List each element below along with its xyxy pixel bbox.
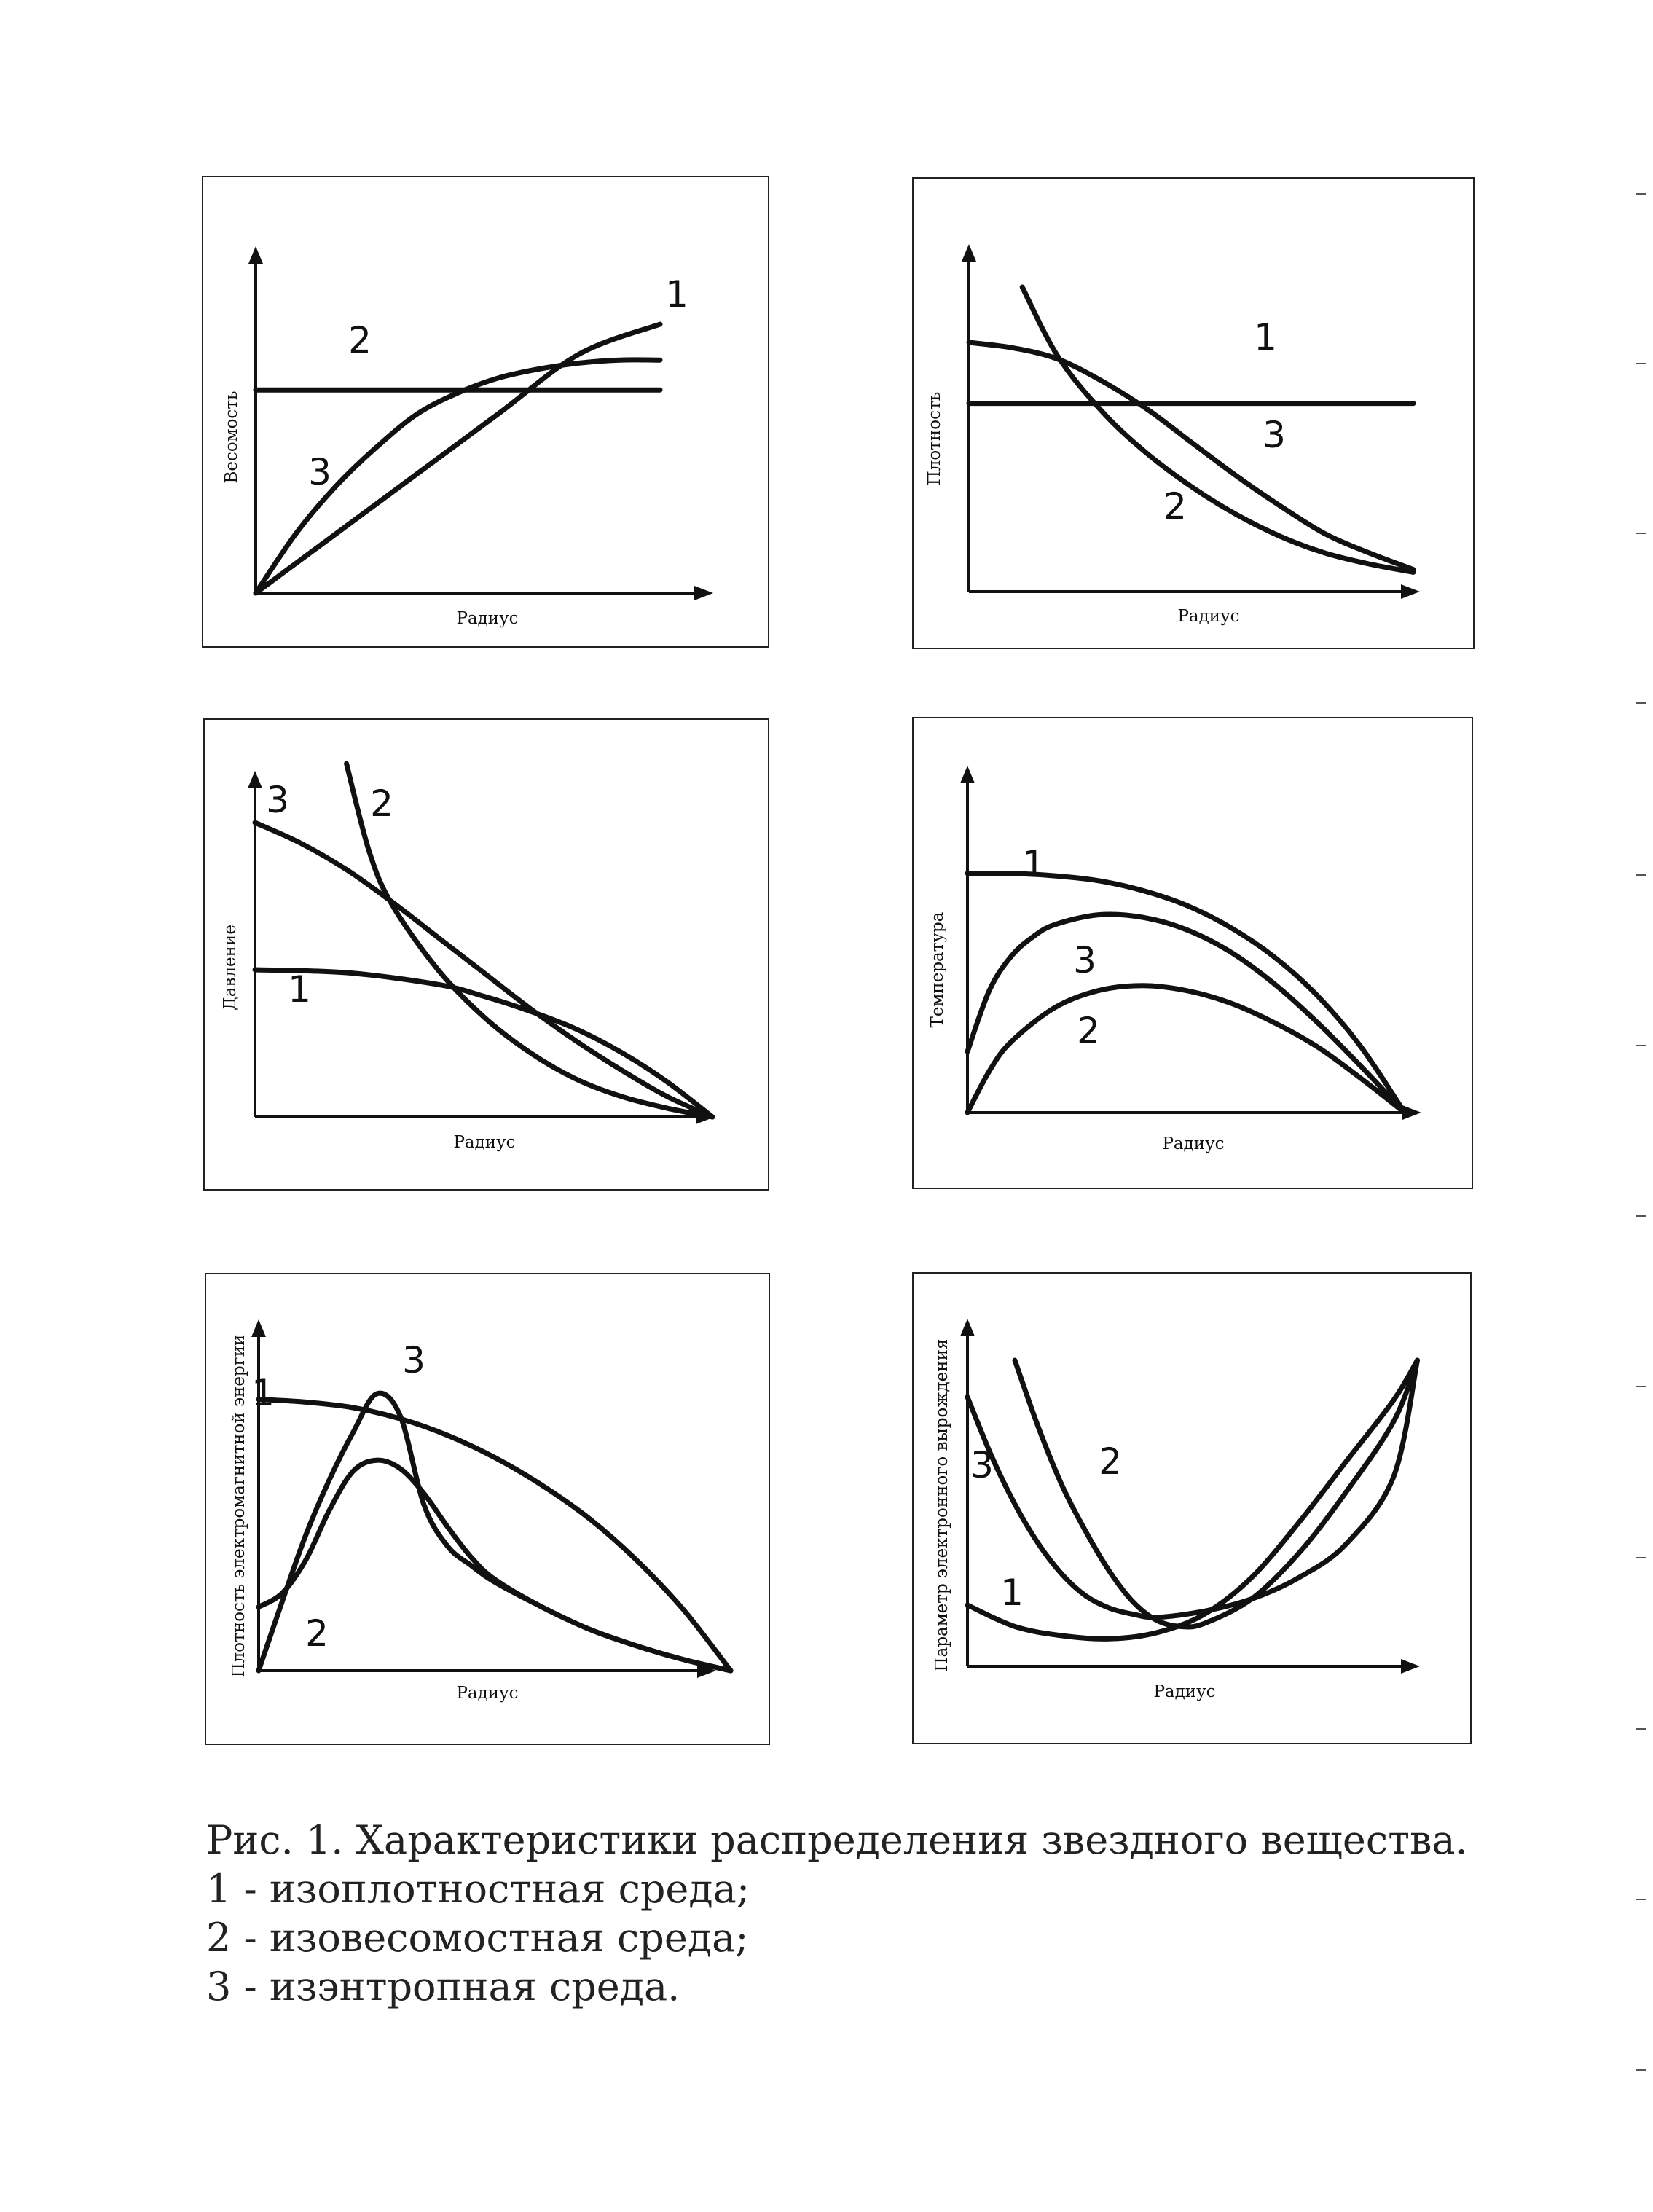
x-axis-label: Радиус bbox=[453, 1133, 516, 1152]
chart-em-energy bbox=[206, 1274, 771, 1746]
chart-panel-temperature bbox=[912, 717, 1473, 1189]
x-axis-arrow bbox=[694, 586, 713, 600]
chart-temperature bbox=[914, 718, 1475, 1191]
caption-line-2: 2 - изовесомостная среда; bbox=[206, 1915, 749, 1961]
curve-label-1: 1 bbox=[1000, 1572, 1024, 1614]
x-axis-label: Радиус bbox=[1162, 1134, 1225, 1153]
curve-label-3: 3 bbox=[402, 1339, 425, 1381]
y-axis-label: Давление bbox=[221, 925, 240, 1011]
y-axis-label: Плотность электромагнитной энергии bbox=[229, 1334, 248, 1678]
curve-2 bbox=[259, 1460, 731, 1671]
y-axis-arrow bbox=[251, 1319, 266, 1337]
margin-mark bbox=[1636, 2069, 1646, 2071]
chart-weight bbox=[203, 177, 771, 649]
curve-label-2: 2 bbox=[305, 1612, 329, 1655]
curve-label-1: 1 bbox=[288, 968, 311, 1011]
chart-pressure bbox=[205, 720, 771, 1192]
x-axis-label: Радиус bbox=[1153, 1682, 1216, 1701]
curve-label-3: 3 bbox=[1263, 414, 1286, 456]
curve-2 bbox=[1022, 287, 1413, 572]
curve-1 bbox=[255, 970, 712, 1117]
chart-panel-density bbox=[912, 177, 1475, 649]
curve-label-1: 1 bbox=[1254, 316, 1277, 358]
margin-mark bbox=[1636, 1899, 1646, 1900]
curve-label-3: 3 bbox=[266, 779, 289, 821]
y-axis-label: Плотность bbox=[925, 391, 944, 486]
curve-label-3: 3 bbox=[970, 1444, 994, 1486]
y-axis-arrow bbox=[960, 766, 975, 783]
y-axis-arrow bbox=[248, 246, 263, 264]
margin-mark bbox=[1636, 1557, 1646, 1558]
y-axis-label: Параметр электронного вырождения bbox=[932, 1338, 951, 1672]
caption-title: Рис. 1. Характеристики распределения звездного вещества. bbox=[206, 1817, 1468, 1863]
chart-density bbox=[914, 179, 1476, 651]
caption-line-1: 1 - изоплотностная среда; bbox=[206, 1866, 750, 1912]
chart-panel-degeneracy bbox=[912, 1272, 1472, 1744]
y-axis-label: Температура bbox=[928, 911, 947, 1028]
curve-label-2: 2 bbox=[370, 783, 393, 825]
margin-mark bbox=[1636, 1045, 1646, 1046]
curve-label-3: 3 bbox=[308, 451, 331, 493]
x-axis-label: Радиус bbox=[456, 609, 519, 628]
curve-label-1: 1 bbox=[251, 1372, 275, 1414]
curve-label-1: 1 bbox=[665, 273, 688, 315]
y-axis-label: Весомость bbox=[222, 391, 241, 484]
curve-2 bbox=[967, 986, 1405, 1113]
x-axis-label: Радиус bbox=[1177, 607, 1240, 626]
curve-1 bbox=[967, 1360, 1418, 1639]
caption-line-3: 3 - изэнтропная среда. bbox=[206, 1964, 680, 2009]
x-axis-arrow bbox=[1401, 584, 1420, 599]
y-axis-arrow bbox=[962, 244, 976, 262]
chart-degeneracy bbox=[914, 1274, 1473, 1746]
curve-label-1: 1 bbox=[1022, 843, 1045, 885]
figure-caption bbox=[206, 1816, 1468, 2011]
curve-3 bbox=[967, 914, 1405, 1113]
y-axis-arrow bbox=[248, 771, 262, 788]
margin-mark bbox=[1636, 193, 1646, 195]
x-axis-label: Радиус bbox=[456, 1684, 519, 1703]
curve-label-2: 2 bbox=[348, 319, 372, 361]
chart-panel-weight bbox=[202, 176, 769, 648]
curve-label-2: 2 bbox=[1163, 485, 1187, 527]
margin-mark bbox=[1636, 702, 1646, 704]
curve-label-2: 2 bbox=[1077, 1010, 1100, 1052]
y-axis-arrow bbox=[960, 1319, 975, 1336]
margin-mark bbox=[1636, 874, 1646, 876]
curve-2 bbox=[347, 764, 712, 1117]
margin-mark bbox=[1636, 363, 1646, 364]
curve-1 bbox=[259, 1400, 731, 1671]
x-axis-arrow bbox=[1401, 1659, 1420, 1674]
curve-3 bbox=[969, 342, 1413, 570]
margin-mark bbox=[1636, 1215, 1646, 1217]
curve-3 bbox=[259, 1393, 731, 1671]
curve-label-3: 3 bbox=[1073, 939, 1096, 981]
chart-panel-em-energy bbox=[205, 1273, 770, 1745]
margin-mark bbox=[1636, 1386, 1646, 1387]
chart-panel-pressure bbox=[203, 718, 769, 1191]
margin-mark bbox=[1636, 533, 1646, 534]
margin-mark bbox=[1636, 1728, 1646, 1730]
curve-label-2: 2 bbox=[1099, 1440, 1122, 1483]
